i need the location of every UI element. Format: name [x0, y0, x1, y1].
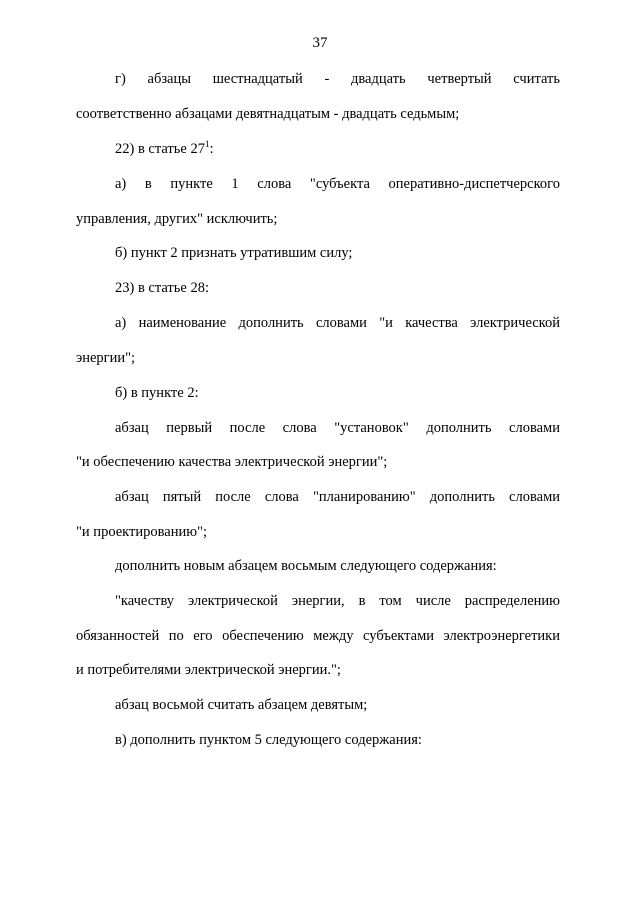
paragraph-line: обязанностей по его обеспечению между субъектами электроэнергетики [76, 628, 560, 644]
paragraph-line: а) наименование дополнить словами "и качества электрической [115, 315, 560, 331]
page-number: 37 [312, 35, 328, 51]
paragraph-line: и потребителями электрической энергии."; [76, 662, 341, 678]
paragraph-line: "качеству электрической энергии, в том числе распределению [115, 593, 560, 609]
paragraph-line: абзац первый после слова "установок" дополнить словами [115, 420, 560, 436]
paragraph-line: соответственно абзацами девятнадцатым - двадцать седьмым; [76, 106, 460, 122]
punctuation: : [209, 141, 214, 157]
paragraph-line: г) абзацы шестнадцатый - двадцать четвертый считать [115, 71, 560, 87]
paragraph-line: "и обеспечению качества электрической энергии"; [76, 454, 388, 470]
paragraph-line: управления, других" исключить; [76, 211, 278, 227]
paragraph-line: б) в пункте 2: [115, 385, 199, 401]
article-ref: 22) в статье 27 [115, 141, 205, 157]
paragraph-line: 23) в статье 28: [115, 280, 209, 296]
paragraph-line: дополнить новым абзацем восьмым следующего содержания: [115, 558, 497, 574]
paragraph-line: абзац пятый после слова "планированию" дополнить словами [115, 489, 560, 505]
paragraph-line: абзац восьмой считать абзацем девятым; [115, 697, 368, 713]
paragraph-line: "и проектированию"; [76, 524, 208, 540]
paragraph-line: б) пункт 2 признать утратившим силу; [115, 245, 353, 261]
paragraph-line: энергии"; [76, 350, 136, 366]
paragraph-line: а) в пункте 1 слова "субъекта оперативно-диспетчерского [115, 176, 560, 192]
paragraph-line [115, 140, 560, 158]
superscript: 1 [204, 139, 210, 149]
paragraph-line: в) дополнить пунктом 5 следующего содержания: [115, 732, 422, 748]
